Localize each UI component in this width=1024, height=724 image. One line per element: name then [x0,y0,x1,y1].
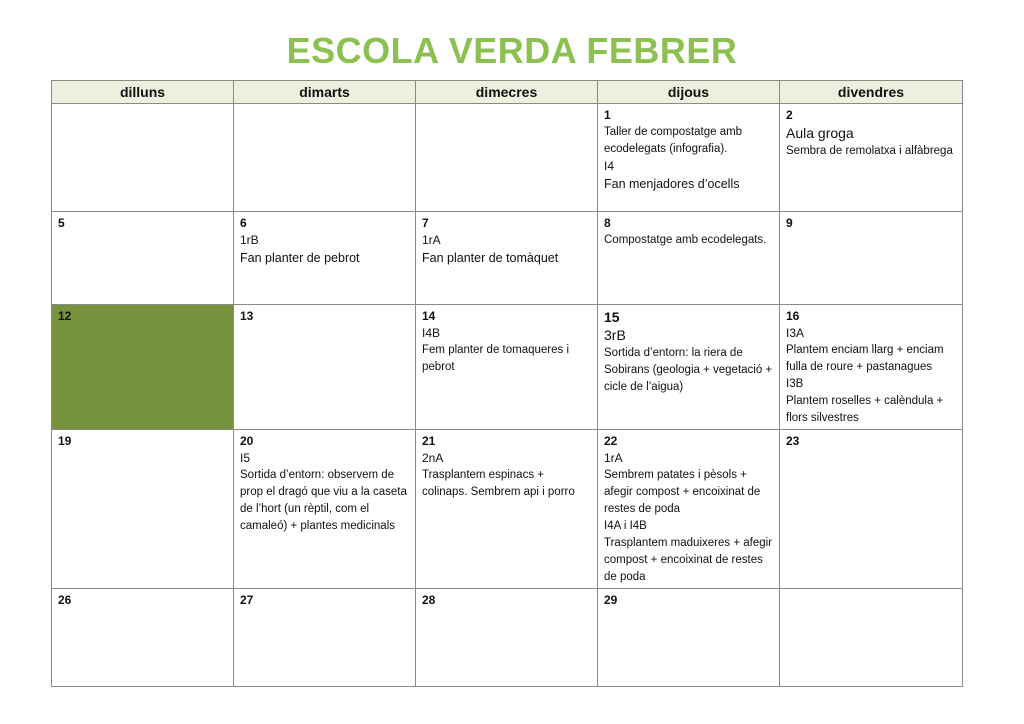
activity-text: Taller de compostatge amb ecodelegats (infografia). [604,126,743,155]
page-title: ESCOLA VERDA FEBRER [286,30,738,71]
group-label: 1rA [422,233,441,247]
day-number: 5 [58,216,65,230]
day-number: 27 [240,593,254,607]
weekday-header-divendres: divendres [780,81,963,104]
day-cell-empty [780,589,963,687]
group-label: I4B [422,326,441,340]
weekday-header-dijous: dijous [598,81,780,104]
weekday-header-row [52,81,963,104]
week-row-1 [52,104,963,212]
day-cell-26 [52,589,234,687]
day-cell-2 [780,104,963,212]
group-label: I3B [786,378,804,390]
day-cell-6 [234,212,416,305]
day-cell-16 [780,305,963,430]
day-cell-12-highlighted [52,305,234,430]
group-label: I3A [786,326,805,340]
day-number: 6 [240,216,247,230]
day-number: 26 [58,593,72,607]
activity-text: Fan planter de pebrot [240,251,360,265]
day-cell-21 [416,430,598,589]
activity-text: Sortida d’entorn: la riera de Sobirans (geologia + vegetació + cicle de l’aigua) [604,347,773,393]
day-cell-20 [234,430,416,589]
day-cell-7 [416,212,598,305]
day-number: 14 [422,309,436,323]
day-cell-29 [598,589,780,687]
group-label: 3rB [604,327,626,343]
group-label: I4A i I4B [604,520,647,532]
week-row-5 [52,589,963,687]
day-cell-empty [234,104,416,212]
day-cell-22 [598,430,780,589]
weekday-header-dilluns: dilluns [52,81,234,104]
day-cell-23 [780,430,963,589]
week-row-4 [52,430,963,589]
day-number: 2 [786,108,793,122]
day-number: 22 [604,434,618,448]
day-cell-8 [598,212,780,305]
activity-text: Fan planter de tomàquet [422,251,559,265]
group-label: Aula groga [786,125,854,141]
activity-text: Plantem enciam llarg + enciam fulla de roure + pastanagues [786,344,944,373]
activity-text: Trasplantem espinacs + colinaps. Sembrem api i porro [422,469,575,498]
day-number: 23 [786,434,800,448]
day-number: 1 [604,108,611,122]
activity-text: Sembrem patates i pèsols + afegir compost + encoixinat de restes de poda [604,469,761,515]
day-number: 7 [422,216,429,230]
activity-text: Compostatge amb ecodelegats. [604,234,767,246]
day-cell-14 [416,305,598,430]
activity-text: Sortida d’entorn: observem de prop el dragó que viu a la caseta de l’hort (un rèptil, com el camaleó) + plantes medicinals [240,469,407,532]
day-cell-1 [598,104,780,212]
day-number: 9 [786,216,793,230]
weekday-header-dimecres: dimecres [416,81,598,104]
day-number: 15 [604,309,620,325]
day-number: 21 [422,434,436,448]
day-cell-13 [234,305,416,430]
day-cell-empty [416,104,598,212]
activity-text: Fan menjadores d’ocells [604,177,740,191]
calendar-table [51,80,963,687]
day-number: 13 [240,309,254,323]
day-cell-5 [52,212,234,305]
group-label: I4 [604,159,615,173]
activity-text: Fem planter de tomaqueres i pebrot [422,344,570,373]
group-label: 2nA [422,451,444,465]
day-number: 28 [422,593,436,607]
day-number: 8 [604,216,611,230]
day-number: 29 [604,593,618,607]
day-cell-empty [52,104,234,212]
week-row-2 [52,212,963,305]
day-number: 12 [58,309,72,323]
day-cell-9 [780,212,963,305]
activity-text: Trasplantem maduixeres + afegir compost + encoixinat de restes de poda [604,537,772,583]
weekday-header-dimarts: dimarts [234,81,416,104]
group-label: 1rA [604,451,623,465]
day-cell-15 [598,305,780,430]
group-label: I5 [240,451,251,465]
group-label: 1rB [240,233,259,247]
day-number: 20 [240,434,254,448]
day-number: 16 [786,309,800,323]
day-cell-28 [416,589,598,687]
week-row-3 [52,305,963,430]
day-cell-19 [52,430,234,589]
day-number: 19 [58,434,72,448]
activity-text: Plantem roselles + calèndula + flors silvestres [786,395,944,424]
day-cell-27 [234,589,416,687]
activity-text: Sembra de remolatxa i alfàbrega [786,145,953,157]
